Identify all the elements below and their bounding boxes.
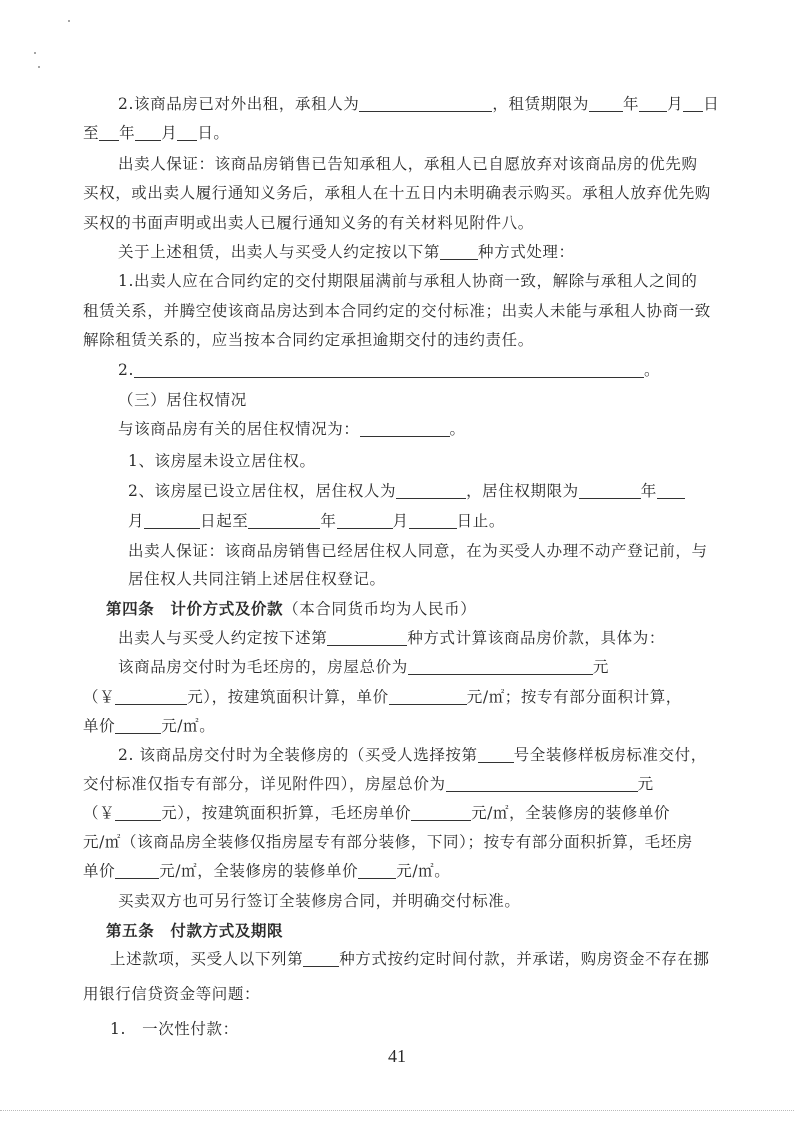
fill-blank[interactable]: [411, 804, 471, 821]
fill-blank[interactable]: [135, 124, 161, 141]
text-line: 单价 元/㎡。: [83, 717, 216, 735]
text-line: （￥ 元），按建筑面积折算，毛坯房单价 元/㎡，全装修房的装修单价: [83, 804, 671, 822]
section-heading: （三）居住权情况: [118, 391, 247, 409]
text-line: 租赁关系，并腾空使该商品房达到本合同约定的交付标准；出卖人未能与承租人协商一致: [83, 302, 711, 320]
fill-blank[interactable]: [327, 629, 407, 646]
fill-blank[interactable]: [248, 512, 320, 529]
text-line: 1、该房屋未设立居住权。: [128, 452, 316, 470]
text-line: 解除租赁关系的，应当按本合同约定承担逾期交付的违约责任。: [83, 331, 534, 349]
text-line: 出卖人与买受人约定按下述第 种方式计算该商品房价款，具体为：: [118, 629, 665, 647]
fill-blank[interactable]: [99, 124, 119, 141]
text-line: （￥ 元），按建筑面积计算，单价 元/㎡；按专有部分面积计算，: [83, 688, 682, 706]
text-line: 交付标准仅指专有部分，详见附件四），房屋总价为 元: [83, 775, 654, 793]
fill-blank[interactable]: [440, 243, 478, 260]
text-line: 月 日起至 年 月 日止。: [128, 512, 505, 530]
fill-blank[interactable]: [115, 717, 161, 734]
fill-blank[interactable]: [579, 482, 641, 499]
text-line: 关于上述租赁，出卖人与买受人约定按以下第 种方式处理：: [118, 243, 575, 261]
text-line: 2.该商品房已对外出租，承租人为 ，租赁期限为 年 月 日: [118, 95, 720, 113]
text-line: 出卖人保证：该商品房销售已经居住权人同意，在为买受人办理不动产登记前，与: [128, 542, 708, 560]
fill-blank[interactable]: [657, 482, 685, 499]
text-line: 元/㎡（该商品房全装修仅指房屋专有部分装修，下同）；按专有部分面积折算，毛坯房: [83, 833, 693, 851]
text-line: 至 年 月 日。: [83, 124, 230, 142]
text-line: 买权的书面声明或出卖人已履行通知义务的有关材料见附件八。: [83, 214, 534, 232]
text-line: 居住权人共同注销上述居住权登记。: [128, 570, 386, 588]
text-line: 2. 。: [118, 361, 661, 379]
fill-blank[interactable]: [303, 950, 339, 967]
text-line: 该商品房交付时为毛坯房的，房屋总价为 元: [118, 658, 609, 676]
fill-blank[interactable]: [337, 512, 393, 529]
text-line: 1.出卖人应在合同约定的交付期限届满前与承租人协商一致，解除与承租人之间的: [118, 272, 698, 290]
text-line: 单价 元/㎡，全装修房的装修单价 元/㎡。: [83, 862, 451, 880]
text-line: 1. 一次性付款：: [110, 1020, 239, 1038]
fill-blank[interactable]: [396, 482, 466, 499]
text-line: 上述款项，买受人以下列第 种方式按约定时间付款，并承诺，购房资金不存在挪: [110, 950, 710, 968]
page-bottom-divider: [0, 1110, 794, 1111]
fill-blank[interactable]: [360, 420, 450, 437]
text-line: 出卖人保证：该商品房销售已告知承租人，承租人已自愿放弃对该商品房的优先购: [118, 155, 698, 173]
fill-blank[interactable]: [359, 95, 492, 112]
fill-blank[interactable]: [639, 95, 667, 112]
page-number: 41: [388, 1046, 406, 1066]
fill-blank[interactable]: [144, 512, 200, 529]
text-line: 2. 该商品房交付时为全装修房的（买受人选择按第 号全装修样板房标准交付，: [118, 746, 707, 764]
fill-blank[interactable]: [408, 658, 593, 675]
fill-blank[interactable]: [115, 862, 159, 879]
scan-speck: [38, 66, 40, 68]
text-line: 买权，或出卖人履行通知义务后，承租人在十五日内未明确表示购买。承租人放弃优先购: [83, 184, 711, 202]
scan-speck: [34, 52, 36, 54]
fill-blank[interactable]: [358, 862, 396, 879]
fill-blank[interactable]: [177, 124, 197, 141]
fill-blank[interactable]: [409, 512, 457, 529]
fill-blank[interactable]: [683, 95, 703, 112]
fill-blank[interactable]: [134, 361, 644, 378]
fill-blank[interactable]: [115, 804, 161, 821]
text-line: 买卖双方也可另行签订全装修房合同，并明确交付标准。: [118, 892, 521, 910]
text-line: 用银行信贷资金等问题：: [83, 985, 261, 1003]
fill-blank[interactable]: [446, 775, 638, 792]
article-heading: 第五条 付款方式及期限: [106, 921, 284, 940]
article-heading: 第四条 计价方式及价款（本合同货币均为人民币）: [106, 599, 477, 618]
scan-speck: [68, 20, 70, 22]
text-line: 与该商品房有关的居住权情况为： 。: [118, 420, 466, 438]
fill-blank[interactable]: [478, 746, 514, 763]
fill-blank[interactable]: [115, 688, 187, 705]
text-line: 2、该房屋已设立居住权，居住权人为 ，居住权期限为 年: [128, 480, 685, 502]
fill-blank[interactable]: [589, 95, 623, 112]
fill-blank[interactable]: [389, 688, 467, 705]
